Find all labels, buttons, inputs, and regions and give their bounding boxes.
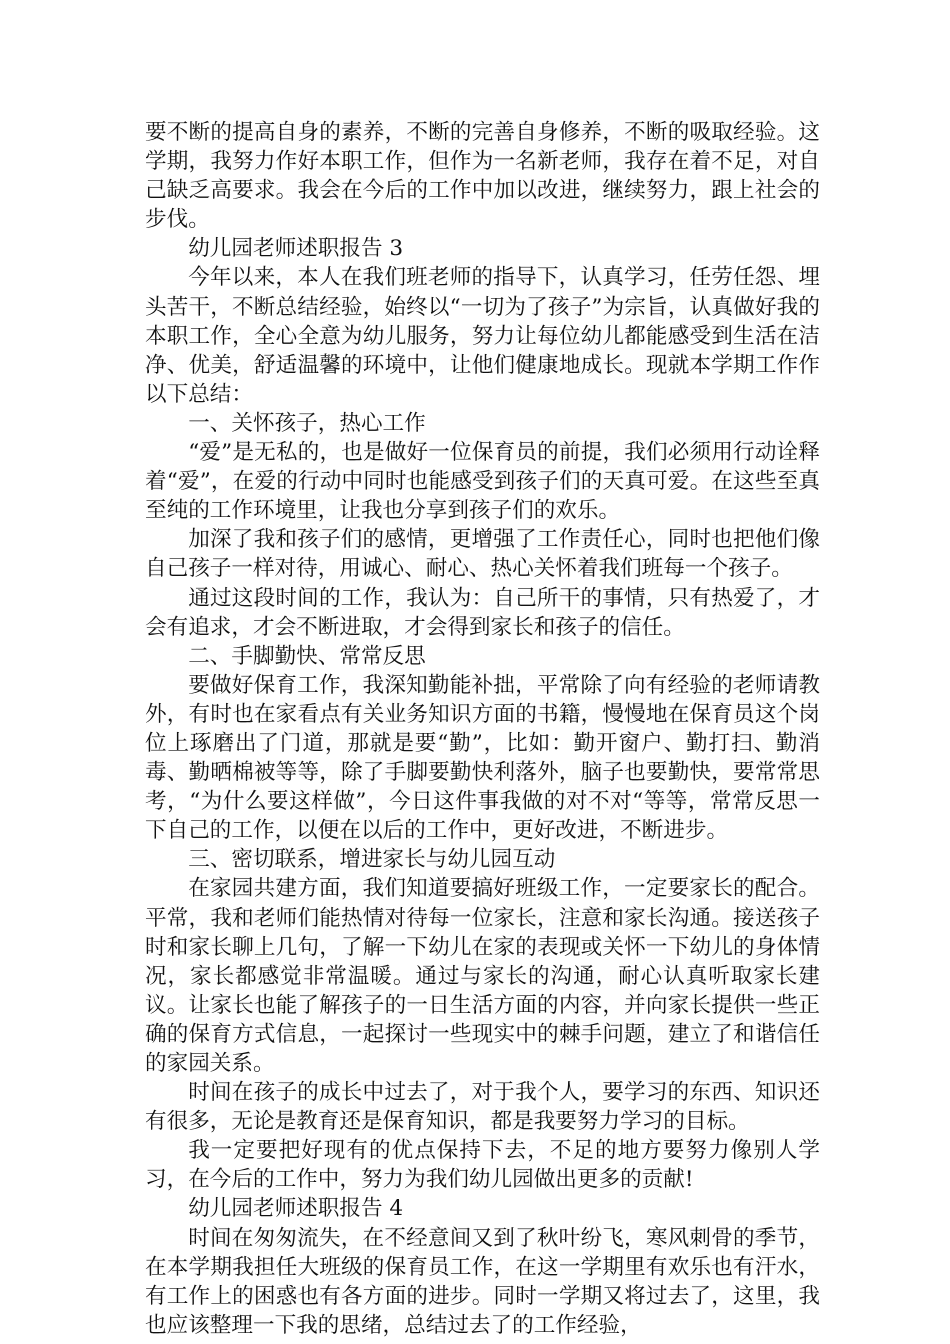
- paragraph: 要不断的提高自身的素养，不断的完善自身修养，不断的吸取经验。这学期，我努力作好本职工作，但作为一名新老师，我存在着不足，对自己缺乏高要求。我会在今后的工作中加以改进，继续努力，跟上社会的步伐。: [145, 120, 820, 233]
- paragraph: 通过这段时间的工作，我认为：自己所干的事情，只有热爱了，才会有追求，才会不断进取，才会得到家长和孩子的信任。: [145, 585, 820, 640]
- section-heading: 三、密切联系，增进家长与幼儿园互动: [188, 847, 556, 873]
- section-heading: 幼儿园老师述职报告 4: [188, 1196, 404, 1222]
- paragraph: “爱”是无私的，也是做好一位保育员的前提，我们必须用行动诠释着“爱”，在爱的行动中同时也能感受到孩子们的天真可爱。在这些至真至纯的工作环境里，让我也分享到孩子们的欢乐。: [145, 440, 820, 524]
- paragraph: 我一定要把好现有的优点保持下去，不足的地方要努力像别人学习，在今后的工作中，努力为我们幼儿园做出更多的贡献!: [145, 1138, 820, 1193]
- section-heading: 二、手脚勤快、常常反思: [188, 643, 426, 669]
- paragraph: 加深了我和孩子们的感情，更增强了工作责任心，同时也把他们像自己孩子一样对待，用诚心、耐心、热心关怀着我们班每一个孩子。: [145, 527, 820, 582]
- section-heading: 幼儿园老师述职报告 3: [188, 236, 404, 262]
- paragraph: 今年以来，本人在我们班老师的指导下，认真学习，任劳任怨、埋头苦干，不断总结经验，始终以“一切为了孩子”为宗旨，认真做好我的本职工作，全心全意为幼儿服务，努力让每位幼儿都能感受到生活在洁净、优美，舒适温馨的环境中，让他们健康地成长。现就本学期工作作以下总结：: [145, 265, 820, 407]
- section-heading: 一、关怀孩子，热心工作: [188, 410, 426, 436]
- paragraph: 在家园共建方面，我们知道要搞好班级工作，一定要家长的配合。平常，我和老师们能热情对待每一位家长，注意和家长沟通。接送孩子时和家长聊上几句，了解一下幼儿在家的表现或关怀一下幼儿的身体情况，家长都感觉非常温暖。通过与家长的沟通，耐心认真听取家长建议。让家长也能了解孩子的一日生活方面的内容，并向家长提供一些正确的保育方式信息，一起探讨一些现实中的棘手问题，建立了和谐信任的家园关系。: [145, 876, 820, 1076]
- paragraph: 要做好保育工作，我深知勤能补拙，平常除了向有经验的老师请教外，有时也在家看点有关业务知识方面的书籍，慢慢地在保育员这个岗位上琢磨出了门道，那就是要“勤”，比如：勤开窗户、勤打扫、勤消毒、勤晒棉被等等，除了手脚要勤快利落外，脑子也要勤快，要常常思考，“为什么要这样做”，今日这件事我做的对不对“等等，常常反思一下自己的工作，以便在以后的工作中，更好改进，不断进步。: [145, 672, 820, 844]
- paragraph: 时间在孩子的成长中过去了，对于我个人，要学习的东西、知识还有很多，无论是教育还是保育知识，都是我要努力学习的目标。: [145, 1080, 820, 1135]
- document-page: [145, 118, 820, 1340]
- paragraph: 时间在匆匆流失，在不经意间又到了秋叶纷飞，寒风刺骨的季节，在本学期我担任大班级的保育员工作，在这一学期里有欢乐也有汗水，有工作上的困惑也有各方面的进步。同时一学期又将过去了，这里，我也应该整理一下我的思绪，总结过去了的工作经验，: [145, 1225, 820, 1338]
